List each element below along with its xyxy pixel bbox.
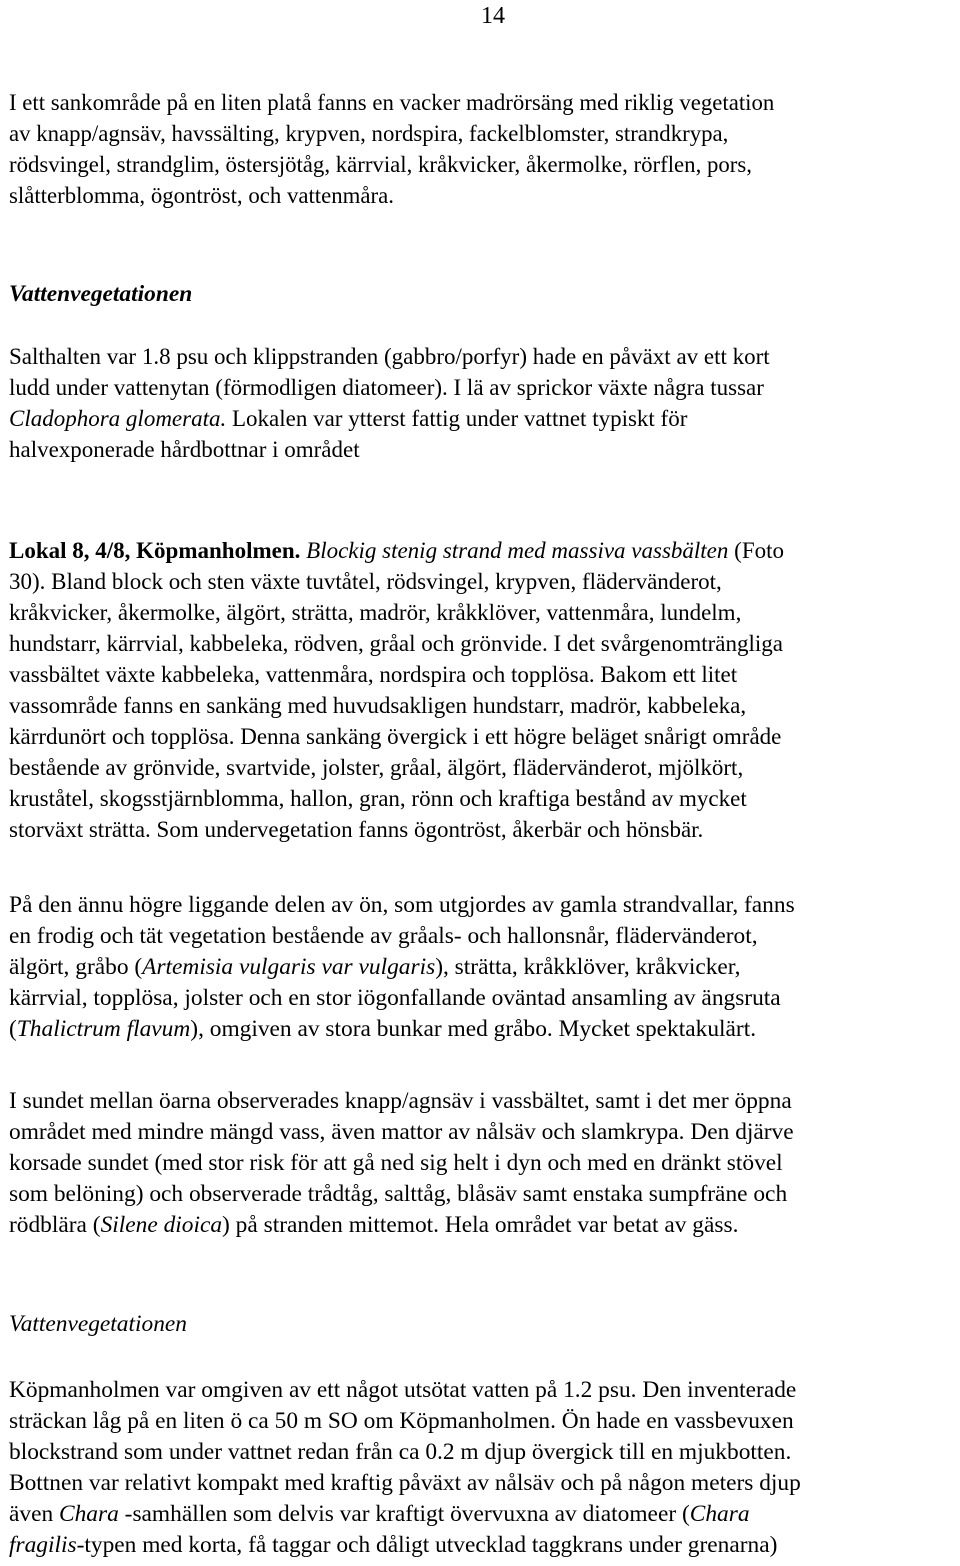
text-line: storväxt strätta. Som undervegetation fanns ögontröst, åkerbär och hönsbär.	[9, 817, 704, 842]
text-line: Köpmanholmen var omgiven av ett något utsötat vatten på 1.2 psu. Den inventerade	[9, 1377, 797, 1403]
text-line: Bottnen var relativt kompakt med kraftig påväxt av nålsäv och på någon meters djup	[9, 1470, 801, 1496]
text-line: området med mindre mängd vass, även mattor av nålsäv och slamkrypa. Den djärve	[9, 1119, 794, 1145]
text-line: blockstrand som under vattnet redan från ca 0.2 m djup övergick till en mjukbotten.	[9, 1439, 792, 1465]
species-name: Cladophora glomerata.	[9, 406, 227, 431]
species-name: Silene dioica	[100, 1212, 223, 1238]
paragraph-higher-part	[9, 890, 954, 1045]
section-heading-vattenvegetationen-2: Vattenvegetationen	[9, 1311, 187, 1337]
locality-title: Lokal 8, 4/8, Köpmanholmen.	[9, 538, 301, 563]
text-line: Cladophora glomerata. Lokalen var ytterst fattig under vattnet typiskt för	[9, 406, 688, 431]
text-line: vassområde fanns en sankäng med huvudsakligen hundstarr, madrör, kabbeleka,	[9, 693, 747, 718]
text-line: halvexponerade hårdbottnar i området	[9, 437, 360, 462]
text-line: rödsvingel, strandglim, östersjötåg, kärrvial, kråkvicker, åkermolke, rörflen, pors,	[9, 152, 752, 177]
text-line: fragilis-typen med korta, få taggar och dåligt utvecklad taggkrans under grenarna)	[9, 1532, 778, 1558]
text-line: en frodig och tät vegetation bestående av gråals- och hallonsnår, flädervänderot,	[9, 923, 758, 949]
species-name: Chara	[59, 1501, 119, 1527]
text-line: ludd under vattenytan (förmodligen diatomeer). I lä av sprickor växte några tussar	[9, 375, 764, 400]
species-name: Artemisia vulgaris var vulgaris	[142, 954, 436, 980]
text-line: I sundet mellan öarna observerades knapp/agnsäv i vassbältet, samt i det mer öppna	[9, 1088, 792, 1114]
paragraph-lokal-8	[9, 535, 954, 845]
text-line: Lokal 8, 4/8, Köpmanholmen. Blockig stenig strand med massiva vassbälten (Foto	[9, 538, 784, 563]
paragraph-sank-area	[9, 87, 954, 211]
paragraph-sundet	[9, 1086, 954, 1241]
species-name: Chara	[689, 1501, 750, 1527]
text-line: även Chara -samhällen som delvis var kraftigt övervuxna av diatomeer (Chara	[9, 1501, 750, 1527]
text-line: 30). Bland block och sten växte tuvtåtel, rödsvingel, krypven, flädervänderot,	[9, 569, 722, 594]
text-line: (Thalictrum flavum), omgiven av stora bunkar med gråbo. Mycket spektakulärt.	[9, 1016, 757, 1042]
text-line: slåtterblomma, ögontröst, och vattenmåra.	[9, 183, 394, 208]
species-name: Thalictrum flavum	[16, 1016, 191, 1042]
text-line: vassbältet växte kabbeleka, vattenmåra, nordspira och topplösa. Bakom ett litet	[9, 662, 738, 687]
text-line: rödblära (Silene dioica) på stranden mittemot. Hela området var betat av gäss.	[9, 1212, 739, 1238]
text-line: sträckan låg på en liten ö ca 50 m SO om Köpmanholmen. Ön hade en vassbevuxen	[9, 1408, 794, 1434]
text-line: som belöning) och observerade trådtåg, salttåg, blåsäv samt enstaka sumpfräne och	[9, 1181, 788, 1207]
text-line: kärrvial, topplösa, jolster och en stor iögonfallande oväntad ansamling av ängsruta	[9, 985, 781, 1011]
locality-description: Blockig stenig strand med massiva vassbälten	[306, 538, 729, 563]
page-number: 14	[481, 3, 505, 29]
text-line: kärrdunört och topplösa. Denna sankäng övergick i ett högre beläget snårigt område	[9, 724, 782, 749]
text-line: älgört, gråbo (Artemisia vulgaris var vulgaris), strätta, kråkklöver, kråkvicker,	[9, 954, 741, 980]
paragraph-kopmanholmen-water	[9, 1375, 954, 1561]
text-line: På den ännu högre liggande delen av ön, som utgjordes av gamla strandvallar, fanns	[9, 892, 795, 918]
text-line: av knapp/agnsäv, havssälting, krypven, nordspira, fackelblomster, strandkrypa,	[9, 121, 729, 146]
text-line: Salthalten var 1.8 psu och klippstranden (gabbro/porfyr) hade en påväxt av ett kort	[9, 344, 770, 369]
paragraph-salinity	[9, 341, 954, 465]
text-line: hundstarr, kärrvial, kabbeleka, rödven, gråal och grönvide. I det svårgenomträngliga	[9, 631, 783, 656]
species-name: fragilis	[9, 1532, 77, 1558]
section-heading-vattenvegetationen: Vattenvegetationen	[9, 281, 193, 307]
text-line: kruståtel, skogsstjärnblomma, hallon, gran, rönn och kraftiga bestånd av mycket	[9, 786, 747, 811]
text-line: kråkvicker, åkermolke, älgört, strätta, madrör, kråkklöver, vattenmåra, lundelm,	[9, 600, 742, 625]
text-line: bestående av grönvide, svartvide, jolster, gråal, älgört, flädervänderot, mjölkört,	[9, 755, 744, 780]
text-line: I ett sankområde på en liten platå fanns en vacker madrörsäng med riklig vegetation	[9, 90, 775, 115]
text-line: korsade sundet (med stor risk för att gå ned sig helt i dyn och med en dränkt stövel	[9, 1150, 783, 1176]
